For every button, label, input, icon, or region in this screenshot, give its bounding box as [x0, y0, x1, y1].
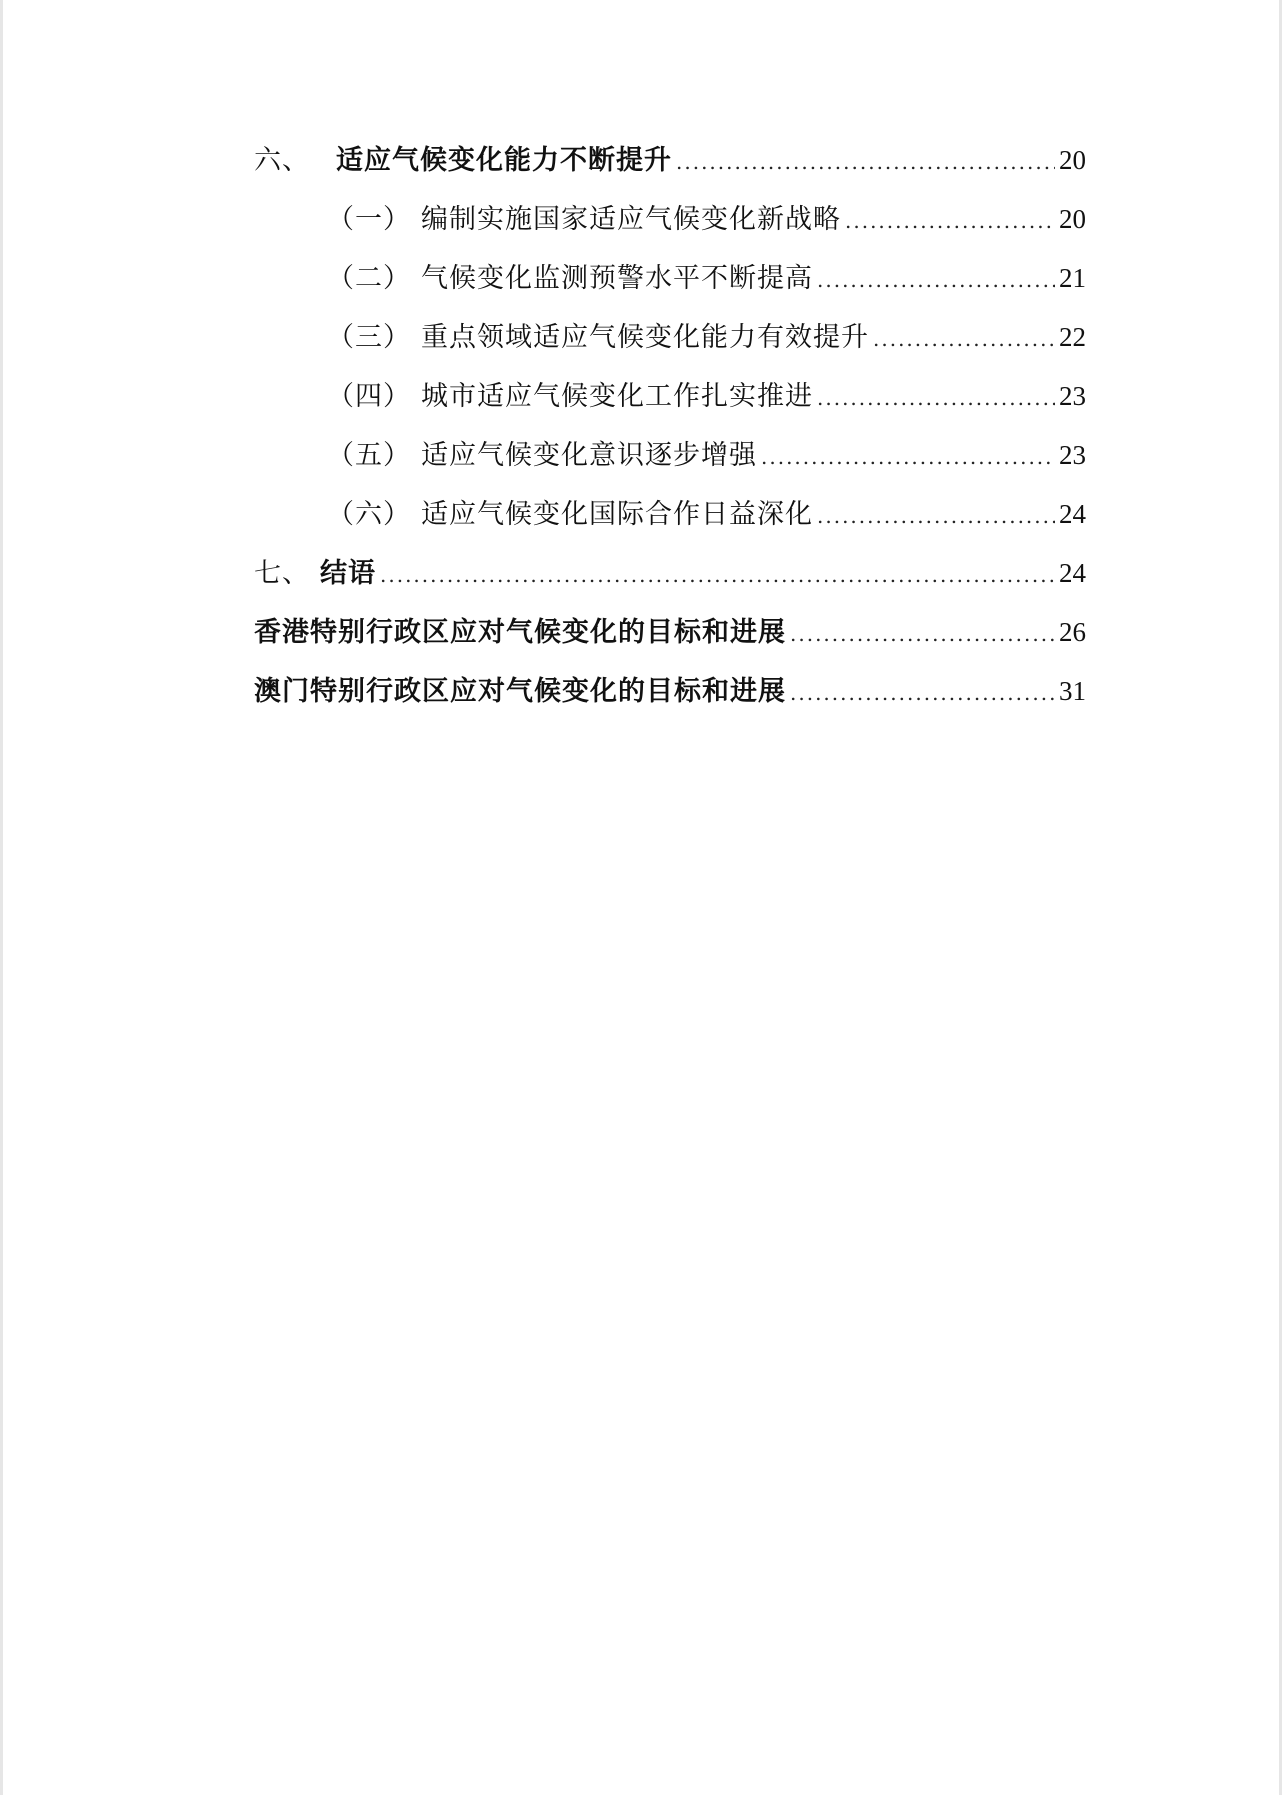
toc-entry-label — [327, 436, 757, 476]
toc-page-number: 24 — [1059, 558, 1086, 588]
toc-page-number: 20 — [1059, 145, 1086, 175]
toc-entry-title: 适应气候变化意识逐步增强 — [421, 440, 757, 471]
toc-entry-number: （五） — [327, 440, 411, 471]
toc-page-number: 23 — [1059, 440, 1086, 470]
toc-page-number: 20 — [1059, 204, 1086, 234]
toc-entry-label — [327, 200, 841, 240]
toc-page-number: 23 — [1059, 381, 1086, 411]
table-of-contents — [254, 140, 1086, 730]
toc-entry-title: 气候变化监测预警水平不断提高 — [421, 263, 813, 294]
toc-leader-dots — [380, 555, 1055, 595]
toc-entry-label — [254, 672, 786, 712]
toc-entry-title: 编制实施国家适应气候变化新战略 — [421, 204, 841, 235]
toc-entry-title: 结语 — [320, 558, 376, 589]
toc-entry-label — [327, 495, 813, 535]
toc-leader-dots — [817, 378, 1055, 418]
toc-entry-title: 适应气候变化国际合作日益深化 — [421, 499, 813, 530]
toc-entry-label — [327, 318, 869, 358]
toc-entry-title: 香港特别行政区应对气候变化的目标和进展 — [254, 617, 786, 648]
toc-leader-dots — [845, 201, 1055, 241]
toc-entry-number: （一） — [327, 204, 411, 235]
toc-page-number: 31 — [1059, 676, 1086, 706]
toc-entry-number: 七、 — [254, 558, 310, 589]
toc-entry-number: （三） — [327, 322, 411, 353]
toc-leader-dots — [761, 437, 1055, 477]
page-left-edge — [0, 0, 3, 1795]
toc-entry-number: （二） — [327, 263, 411, 294]
toc-entry-subsection-6-5[interactable] — [254, 435, 1086, 494]
toc-entry-label — [254, 554, 376, 594]
toc-entry-subsection-6-4[interactable] — [254, 376, 1086, 435]
toc-leader-dots — [873, 319, 1055, 359]
toc-leader-dots — [790, 673, 1055, 713]
toc-page-number: 21 — [1059, 263, 1086, 293]
toc-entry-title: 重点领域适应气候变化能力有效提升 — [421, 322, 869, 353]
toc-leader-dots — [676, 142, 1055, 182]
toc-entry-title: 澳门特别行政区应对气候变化的目标和进展 — [254, 676, 786, 707]
toc-page-number: 26 — [1059, 617, 1086, 647]
toc-entry-number: 六、 — [254, 145, 310, 176]
toc-page-number: 24 — [1059, 499, 1086, 529]
toc-entry-subsection-6-2[interactable] — [254, 258, 1086, 317]
toc-entry-label — [327, 259, 813, 299]
toc-page-number: 22 — [1059, 322, 1086, 352]
toc-entry-section-7[interactable] — [254, 553, 1086, 612]
toc-leader-dots — [817, 260, 1055, 300]
toc-entry-number: （四） — [327, 381, 411, 412]
toc-entry-subsection-6-1[interactable] — [254, 199, 1086, 258]
toc-entry-macao[interactable] — [254, 671, 1086, 730]
toc-entry-title: 城市适应气候变化工作扎实推进 — [421, 381, 813, 412]
toc-entry-section-6[interactable] — [254, 140, 1086, 199]
toc-entry-subsection-6-6[interactable] — [254, 494, 1086, 553]
toc-entry-title: 适应气候变化能力不断提升 — [336, 145, 672, 176]
toc-entry-subsection-6-3[interactable] — [254, 317, 1086, 376]
toc-entry-hong-kong[interactable] — [254, 612, 1086, 671]
toc-leader-dots — [790, 614, 1055, 654]
toc-entry-label — [254, 141, 672, 181]
toc-entry-number: （六） — [327, 499, 411, 530]
toc-entry-label — [327, 377, 813, 417]
toc-leader-dots — [817, 496, 1055, 536]
toc-entry-label — [254, 613, 786, 653]
